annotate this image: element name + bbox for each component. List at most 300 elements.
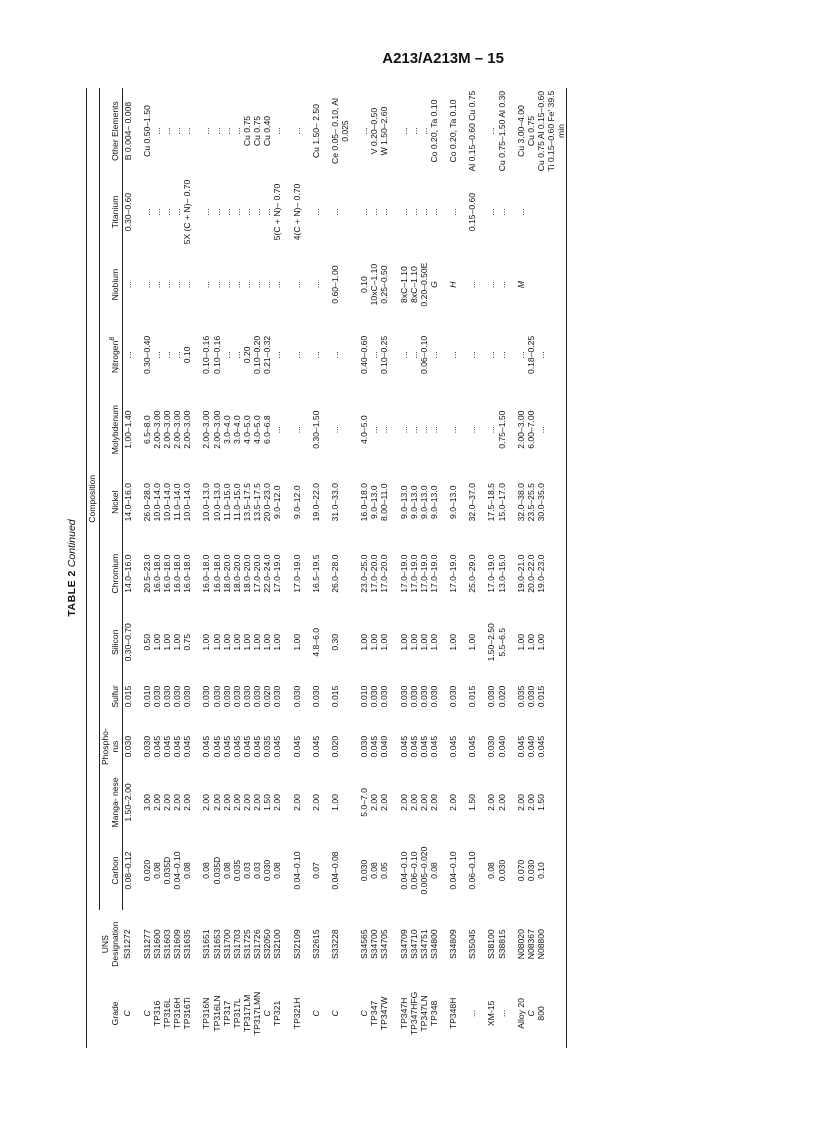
cell-uns: S31726: [252, 929, 263, 960]
cell-titanium: [526, 174, 536, 250]
cell-grade: TP348: [429, 1000, 439, 1027]
cell-nickel: 17.5–18.5: [486, 483, 497, 522]
cell-uns: S34565: [359, 929, 370, 960]
cell-chromium: 17.0–19.0: [291, 554, 302, 593]
cell-niobium: ...: [221, 280, 232, 289]
col-header-composition: Composition: [87, 88, 100, 910]
cell-niobium: ...: [496, 280, 507, 289]
cell-grade: TP348H: [448, 997, 459, 1030]
cell-carbon: 0.070: [515, 859, 526, 882]
cell-chromium: 16.0–18.0: [162, 554, 173, 593]
cell-sulfur: 0.030: [310, 685, 321, 708]
cell-nickel: 11.0–15.0: [221, 483, 232, 522]
cell-titanium: ...: [221, 208, 232, 216]
cell-uns: S32109: [291, 929, 302, 960]
cell-nickel: 23.5–25.5: [525, 483, 536, 522]
cell-silicon: 1.00: [201, 633, 212, 651]
cell-sulfur: 0.030: [211, 685, 222, 708]
cell-uns: S31725: [242, 929, 253, 960]
cell-phosphorus: 0.020: [329, 735, 340, 758]
cell-nitrogen: ...: [536, 319, 567, 390]
cell-titanium: 0.30–0.60: [122, 192, 133, 232]
table-row: [182, 88, 192, 1048]
cell-phosphorus: 0.045: [252, 735, 263, 758]
cell-phosphorus: 0.045: [231, 735, 242, 758]
table-row: [122, 88, 133, 1048]
cell-silicon: 1.00: [272, 633, 283, 651]
cell-niobium: 0.20–0.50E: [418, 262, 429, 307]
cell-titanium: 5X (C + N)– 0.70: [182, 179, 193, 245]
cell-other: ...: [151, 127, 162, 135]
cell-carbon: 0.035: [231, 859, 242, 882]
cell-manganese: 2.00: [408, 794, 419, 811]
cell-other: ...: [172, 127, 183, 135]
cell-nitrogen: ...: [408, 351, 419, 359]
cell-manganese: 5.0–7.0: [359, 788, 370, 817]
cell-manganese: 2.00: [231, 794, 242, 811]
cell-uns: S34705: [379, 929, 390, 960]
cell-uns: S32050: [262, 929, 273, 960]
cell-phosphorus: 0.045: [310, 735, 321, 758]
cell-nickel: 10.0–14.0: [162, 483, 173, 522]
cell-other: Cu 3.00–4.00: [515, 105, 526, 157]
cell-grade: C: [141, 1010, 152, 1017]
cell-niobium: ...: [231, 280, 242, 289]
cell-niobium: ...: [162, 280, 173, 289]
nitrogen-footnote-mark: B: [109, 336, 116, 341]
cell-other: Co 0.20, Ta 0.10: [448, 99, 459, 163]
cell-titanium: ...: [151, 208, 162, 216]
cell-carbon: 0.03: [242, 862, 253, 879]
cell-silicon: 0.30: [329, 633, 340, 651]
cell-titanium: ...: [408, 208, 419, 216]
cell-manganese: 3.00: [141, 794, 152, 811]
table-row: [536, 88, 567, 1048]
cell-titanium: 4(C + N)– 0.70: [291, 183, 302, 241]
cell-nickel: 10.0–13.0: [201, 483, 212, 522]
cell-chromium: 17.0–19.0: [398, 554, 409, 593]
cell-nitrogen: ...: [398, 351, 409, 359]
cell-niobium: ...: [291, 280, 302, 289]
cell-titanium: ...: [141, 208, 152, 216]
table-row: [429, 88, 439, 1048]
cell-silicon: 1.00: [162, 633, 173, 651]
cell-sulfur: 0.030: [418, 685, 429, 708]
table-row: [162, 88, 172, 1048]
cell-niobium: ...: [211, 280, 222, 289]
cell-nickel: 9.0–12.0: [272, 485, 283, 519]
cell-molybdenum: ...: [408, 426, 419, 434]
cell-other: ...: [291, 127, 302, 135]
cell-nitrogen: ...: [291, 351, 302, 359]
cell-manganese: 2.00: [398, 794, 409, 811]
cell-molybdenum: 3.0–4.0: [221, 415, 232, 445]
table-title-suffix: Continued: [66, 519, 78, 568]
table-row: [350, 88, 369, 1048]
cell-silicon: 1.00: [242, 633, 253, 651]
cell-carbon: 0.04–0.08: [329, 851, 340, 890]
table-row: [283, 88, 302, 1048]
cell-uns: S34809: [448, 929, 459, 960]
cell-grade: TP321H: [291, 997, 302, 1030]
cell-molybdenum: 1.00–1.40: [122, 410, 133, 449]
cell-silicon: 1.00: [151, 633, 162, 651]
cell-uns: N08800: [536, 910, 567, 979]
cell-titanium: ...: [515, 208, 526, 216]
cell-nickel: 13.5–17.5: [252, 483, 263, 522]
cell-sulfur: 0.030: [272, 685, 283, 708]
table-row: [232, 88, 242, 1048]
col-header-nickel: Nickel: [99, 469, 122, 536]
cell-manganese: 2.00: [252, 794, 263, 811]
cell-sulfur: 0.030: [242, 685, 253, 708]
cell-phosphorus: 0.045: [418, 735, 429, 758]
cell-uns: S31277: [141, 929, 152, 960]
rotated-table-page: [60, 88, 770, 1048]
cell-titanium: 5(C + N)– 0.70: [272, 183, 283, 241]
cell-titanium: ...: [252, 208, 263, 216]
cell-chromium: 23.0–25.0: [359, 554, 370, 593]
cell-titanium: ...: [262, 208, 273, 216]
document-id: A213/A213M – 15: [382, 50, 504, 67]
cell-sulfur: 0.020: [496, 685, 507, 708]
cell-titanium: 0.15–0.60: [467, 192, 478, 232]
cell-niobium: ...: [262, 280, 273, 289]
cell-sulfur: 0.030: [252, 685, 263, 708]
cell-phosphorus: 0.045: [369, 735, 380, 758]
cell-molybdenum: ...: [369, 426, 380, 434]
table-row: [369, 88, 379, 1048]
cell-uns: S31653: [211, 929, 222, 960]
cell-niobium: M: [515, 280, 526, 289]
cell-other: ...: [408, 127, 419, 135]
cell-grade: C: [122, 1010, 133, 1017]
table-row: [409, 88, 419, 1048]
cell-niobium: [536, 250, 567, 319]
cell-silicon: 1.00: [252, 633, 263, 651]
cell-nitrogen: ...: [272, 351, 283, 359]
cell-uns: N08367: [525, 929, 536, 960]
cell-titanium: ...: [418, 208, 429, 216]
cell-titanium: ...: [359, 208, 370, 216]
cell-carbon: 0.030: [359, 859, 370, 882]
cell-molybdenum: 0.30–1.50: [310, 410, 321, 449]
cell-uns: S31272: [122, 929, 133, 960]
cell-sulfur: 0.030: [448, 685, 459, 708]
cell-silicon: 5.5–6.5: [496, 627, 507, 657]
table-row: [439, 88, 458, 1048]
cell-silicon: 1.00: [398, 633, 409, 651]
cell-niobium: G: [429, 281, 439, 288]
cell-niobium: 10xC–1.10: [369, 263, 380, 306]
cell-carbon: 0.030: [496, 859, 507, 882]
cell-nitrogen: 0.30–0.40: [141, 335, 152, 375]
cell-manganese: 2.00: [162, 794, 173, 811]
cell-phosphorus: 0.045: [515, 735, 526, 758]
cell-nickel: 9.0–13.0: [418, 485, 429, 519]
cell-uns: S31703: [231, 929, 242, 960]
cell-nickel: 9.0–13.0: [408, 485, 419, 519]
cell-silicon: 0.50: [141, 633, 152, 651]
cell-uns: S34700: [369, 929, 380, 960]
cell-phosphorus: 0.045: [151, 735, 162, 758]
col-header-nitrogen: [99, 319, 122, 390]
cell-nitrogen: ...: [231, 351, 242, 359]
cell-other: Cu 0.75 Al 0.15–0.60 Ti 0.15–0.60 Fe' 39.5 min: [536, 88, 567, 174]
cell-molybdenum: 2.00–3.00: [515, 410, 526, 449]
cell-niobium: 8xC–1.10: [398, 266, 409, 303]
cell-phosphorus: 0.045: [448, 735, 459, 758]
cell-nitrogen: ...: [172, 351, 183, 359]
cell-other: Cu 0.75–1.50 Al 0.30: [496, 90, 507, 172]
table-row: [497, 88, 507, 1048]
cell-sulfur: 0.030: [151, 685, 162, 708]
cell-manganese: 2.00: [369, 794, 380, 811]
cell-molybdenum: ...: [379, 426, 390, 434]
composition-table: [86, 88, 567, 1048]
table-row: [419, 88, 429, 1048]
cell-nitrogen: ...: [122, 351, 133, 359]
cell-grade: TP347W: [379, 996, 390, 1031]
cell-manganese: 2.00: [525, 794, 536, 811]
cell-other: ...: [231, 127, 242, 135]
cell-carbon: 0.08: [369, 862, 380, 879]
cell-grade: TP316L: [162, 998, 173, 1029]
cell-silicon: 1.00: [448, 633, 459, 651]
cell-titanium: ...: [496, 208, 507, 216]
cell-uns: S34709: [398, 929, 409, 960]
cell-grade: Alloy 20: [515, 998, 526, 1029]
cell-chromium: 17.0–19.0: [429, 554, 439, 593]
cell-sulfur: 0.030: [231, 685, 242, 708]
cell-grade: TP317LMN: [252, 991, 263, 1036]
cell-chromium: 19.0–21.0: [515, 554, 526, 593]
cell-other: Cu 0.40: [262, 115, 273, 147]
cell-phosphorus: 0.045: [467, 735, 478, 758]
cell-grade: ...: [467, 1009, 478, 1017]
cell-molybdenum: 4.0–5.0: [242, 415, 253, 445]
cell-grade: TP347H: [398, 997, 409, 1030]
col-header-manganese: Manga- nese: [99, 773, 122, 831]
table-row: [390, 88, 409, 1048]
cell-silicon: 4.8–6.0: [310, 627, 321, 657]
cell-grade: TP321: [272, 1000, 283, 1027]
cell-phosphorus: 0.045: [272, 735, 283, 758]
cell-phosphorus: 0.030: [122, 735, 133, 758]
page-header: [0, 50, 838, 72]
cell-nitrogen: 0.10–0.20: [252, 335, 263, 375]
cell-nickel: 9.0–13.0: [429, 485, 439, 519]
cell-uns: S32615: [310, 929, 321, 960]
cell-silicon: 1.00: [262, 633, 273, 651]
cell-nitrogen: 0.10–0.16: [211, 335, 222, 375]
cell-nickel: 20.0–23.0: [262, 483, 273, 522]
col-header-niobium: Niobium: [99, 250, 122, 319]
cell-nitrogen: ...: [329, 351, 340, 359]
cell-carbon: 0.035D: [211, 856, 222, 885]
cell-other: ...: [201, 127, 212, 135]
col-header-carbon: Carbon: [99, 831, 122, 909]
cell-nitrogen: 0.20: [242, 346, 253, 364]
cell-manganese: 2.00: [379, 794, 390, 811]
cell-carbon: 0.08: [182, 862, 193, 879]
cell-titanium: ...: [369, 208, 380, 216]
cell-other: Al 0.15–0.60 Cu 0.75: [467, 90, 478, 172]
cell-niobium: ...: [242, 280, 253, 289]
cell-chromium: 16.5–19.5: [310, 554, 321, 593]
cell-grade: TP316Ti: [182, 997, 193, 1030]
cell-niobium: ...: [486, 280, 497, 289]
table-row: [262, 88, 272, 1048]
cell-chromium: 14.0–16.0: [122, 554, 133, 593]
cell-phosphorus: 0.040: [525, 735, 536, 758]
cell-carbon: 0.030: [262, 859, 273, 882]
cell-nitrogen: ...: [496, 351, 507, 359]
nitrogen-label: Nitrogen: [109, 340, 120, 374]
cell-grade: TP316LN: [211, 995, 222, 1032]
cell-manganese: 1.50: [536, 773, 567, 831]
cell-molybdenum: ...: [448, 426, 459, 434]
cell-other: Co 0.20, Ta 0.10: [429, 99, 439, 163]
cell-titanium: ...: [162, 208, 173, 216]
cell-niobium: [526, 250, 536, 319]
cell-molybdenum: ...: [536, 391, 567, 469]
table-row: [477, 88, 496, 1048]
cell-uns: S38100: [486, 929, 497, 960]
col-header-chromium: Chromium: [99, 536, 122, 612]
cell-uns: S31651: [201, 929, 212, 960]
cell-manganese: 2.00: [201, 794, 212, 811]
cell-niobium: 0.60–1.00: [329, 265, 340, 304]
cell-grade: C: [525, 1010, 536, 1017]
cell-nitrogen: 0.06–0.10: [418, 335, 429, 375]
cell-chromium: 17.0–19.0: [486, 554, 497, 593]
cell-titanium: ...: [379, 208, 390, 216]
cell-phosphorus: 0.030: [486, 735, 497, 758]
cell-titanium: ...: [201, 208, 212, 216]
cell-niobium: ...: [252, 280, 263, 289]
table-caption: [60, 88, 84, 1048]
cell-uns: S31603: [162, 929, 173, 960]
cell-molybdenum: ...: [486, 426, 497, 434]
cell-sulfur: 0.020: [262, 685, 273, 708]
cell-nickel: 16.0–18.0: [359, 483, 370, 522]
cell-manganese: 2.00: [272, 794, 283, 811]
cell-molybdenum: 6.0–6.8: [262, 415, 273, 445]
cell-nickel: 9.0–13.0: [398, 485, 409, 519]
cell-silicon: 0.30–0.70: [122, 623, 133, 662]
cell-other: ...: [272, 127, 283, 135]
cell-carbon: 0.07: [310, 862, 321, 879]
cell-uns: S38815: [496, 929, 507, 960]
cell-manganese: 2.00: [515, 794, 526, 811]
cell-manganese: 2.00: [291, 794, 302, 811]
cell-sulfur: 0.030: [525, 685, 536, 708]
cell-chromium: 16.0–18.0: [182, 554, 193, 593]
cell-phosphorus: 0.030: [141, 735, 152, 758]
cell-other: Cu 1.50– 2.50: [310, 104, 321, 159]
cell-molybdenum: 0.75–1.50: [496, 410, 507, 449]
cell-other: ...: [359, 127, 370, 135]
cell-chromium: 20.5–23.0: [141, 554, 152, 593]
cell-chromium: 17.0–19.0: [418, 554, 429, 593]
cell-chromium: 17.0–20.0: [369, 554, 380, 593]
cell-nitrogen: ...: [221, 351, 232, 359]
cell-manganese: 1.50: [467, 794, 478, 811]
cell-sulfur: 0.030: [221, 685, 232, 708]
cell-titanium: ...: [172, 208, 183, 216]
cell-phosphorus: 0.045: [172, 735, 183, 758]
cell-phosphorus: 0.045: [201, 735, 212, 758]
cell-grade: C: [262, 1010, 273, 1017]
cell-other: Cu 0.75: [252, 115, 263, 147]
cell-nickel: 14.0–16.0: [122, 483, 133, 522]
cell-grade: C: [329, 1010, 340, 1017]
cell-sulfur: 0.030: [398, 685, 409, 708]
cell-nitrogen: 0.18–0.25: [525, 335, 536, 375]
cell-chromium: 20.0–22.0: [525, 554, 536, 593]
table-row: [192, 88, 211, 1048]
cell-uns: S31609: [172, 929, 183, 960]
cell-carbon: 0.08: [221, 862, 232, 879]
cell-uns: S34751: [418, 929, 429, 960]
cell-manganese: 2.00: [496, 794, 507, 811]
cell-uns: S31700: [221, 929, 232, 960]
cell-molybdenum: 2.00–3.00: [211, 410, 222, 449]
cell-sulfur: 0.030: [172, 685, 183, 708]
cell-niobium: H: [448, 281, 459, 288]
cell-molybdenum: 2.00–3.00: [172, 410, 183, 449]
table-row: [458, 88, 477, 1048]
cell-niobium: 8xC–1.10: [408, 266, 419, 303]
cell-molybdenum: 2.00–3.00: [182, 410, 193, 449]
cell-other: ...: [182, 127, 193, 135]
cell-other: ...: [418, 127, 429, 135]
cell-silicon: 1.00: [379, 633, 390, 651]
cell-manganese: 2.00: [418, 794, 429, 811]
cell-grade: TP347: [369, 1000, 380, 1027]
cell-carbon: 0.08–0.12: [122, 851, 133, 890]
cell-niobium: ...: [182, 280, 193, 289]
cell-silicon: 1.00: [467, 633, 478, 651]
cell-titanium: ...: [310, 208, 321, 216]
cell-grade: 800: [536, 979, 567, 1048]
col-header-titanium: Titanium: [99, 174, 122, 250]
cell-nickel: 9.0–13.0: [369, 485, 380, 519]
cell-other: Cu 0.75: [242, 115, 253, 147]
cell-sulfur: 0.030: [486, 685, 497, 708]
cell-silicon: 1.00: [221, 633, 232, 651]
cell-manganese: 2.00: [448, 794, 459, 811]
cell-nickel: 11.0–14.0: [172, 483, 183, 522]
cell-titanium: ...: [211, 208, 222, 216]
cell-niobium: ...: [201, 280, 212, 289]
cell-other: Cu 0.75: [525, 115, 536, 147]
table-row: [379, 88, 389, 1048]
cell-silicon: 1.00: [211, 633, 222, 651]
cell-phosphorus: 0.045: [162, 735, 173, 758]
cell-molybdenum: 4.0–5.0: [359, 415, 370, 445]
cell-niobium: ...: [122, 280, 133, 289]
cell-molybdenum: ...: [329, 426, 340, 434]
cell-other: Ce 0.05– 0.10, Al 0.025: [329, 98, 351, 165]
cell-other: B 0.004– 0.008: [122, 101, 133, 161]
cell-nitrogen: ...: [162, 351, 173, 359]
cell-other: ...: [398, 127, 409, 135]
cell-phosphorus: 0.045: [182, 735, 193, 758]
table-row: [321, 88, 350, 1048]
cell-niobium: 0.10: [359, 276, 370, 293]
